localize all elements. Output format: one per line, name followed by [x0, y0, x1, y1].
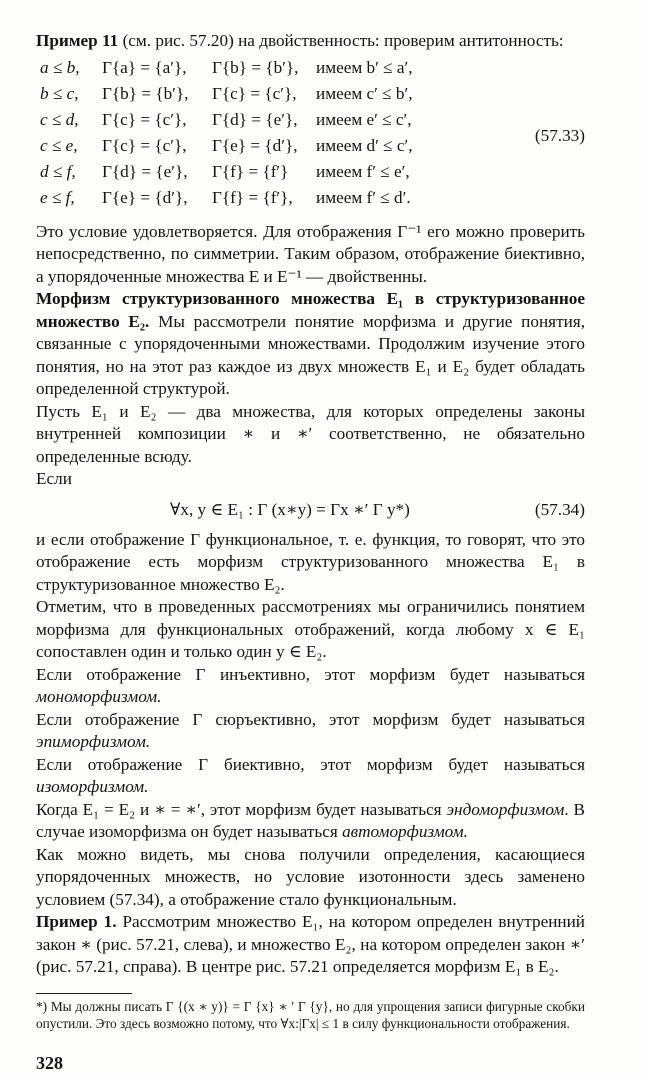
term-isomorphism: изоморфизмом. — [36, 777, 148, 796]
equation-number-57-34: (57.34) — [535, 495, 585, 525]
footnote: *) Мы должны писать Γ {(x ∗ y)} = Γ {x} ∗ ′ Γ {y}, но для упрощения записи фигурные скобки опустили. Это здесь возможно потому, что ∀x:|Γx| ≤ 1 в силу функциональности отображения. — [36, 998, 585, 1032]
paragraph-let: Пусть E₁ и E₂ — два множества, для которых определены законы внутренней композиции ∗ и ∗′ соответственно, не обязательно определенные всюду. — [36, 401, 585, 469]
paragraph-endomorphism: Когда E₁ = E₂ и ∗ = ∗′, этот морфизм будет называться эндоморфизмом. В случае изоморфизма он будет называться автоморфизмом. — [36, 799, 585, 844]
example-11-text: (см. рис. 57.20) на двойственность: проверим антитонность: — [118, 31, 563, 50]
example-11-intro — [36, 30, 585, 53]
paragraph-morphism — [36, 288, 585, 401]
formula-57-33: a ≤ b, Γ{a} = {a′}, Γ{b} = {b′}, имеем b′ ≤ a′, b ≤ c, Γ{b} = {b′}, Γ{c} = {c′}, имеем c′ ≤ b′, c ≤ d, Γ{c} = {c′}, Γ{d} = {e′}, имеем e′ ≤ c′, c ≤ e, Γ{c} = {c′}, Γ{e} = {d′}, имеем d′ ≤ c′, d ≤ f, Γ{d} = {e′}, Γ{f} = {f′} имеем f′ ≤ e′, e ≤ f, Γ{e} = {d′}, Γ{f} = {f′}, имеем f′ ≤ d′. (57.33) — [36, 55, 585, 215]
paragraph-note: Отметим, что в проведенных рассмотрениях мы ограничились понятием морфизма для функциональных отображений, когда любому x ∈ E₁ сопоставлен один и только один y ∈ E₂. — [36, 596, 585, 664]
paragraph-and-if: и если отображение Γ функциональное, т. е. функция, то говорят, что это отображение есть морфизм структуризованного множества E₁ в структуризованное множество E₂. — [36, 529, 585, 597]
page-number: 328 — [36, 1052, 585, 1074]
term-monomorphism: мономорфизмом. — [36, 687, 161, 706]
term-epimorphism: эпиморфизмом. — [36, 732, 150, 751]
formula-57-34 — [36, 495, 585, 525]
term-automorphism: автоморфизмом. — [342, 822, 468, 841]
paragraph-as-can-see: Как можно видеть, мы снова получили определения, касающиеся упорядоченных множеств, но условие изотонности здесь заменено условием (57.34), а отображение стало функциональным. — [36, 844, 585, 912]
paragraph-morphism-text: Мы рассмотрели понятие морфизма и другие понятия, связанные с упорядоченными множествами. Продолжим изучение этого понятия, но на этот раз каждое из двух множеств E₁ и E₂ будет обладать определенной структурой. — [36, 312, 585, 399]
paragraph-bijective: Если отображение Γ биективно, этот морфизм будет называться изоморфизмом. — [36, 754, 585, 799]
paragraph-surjective: Если отображение Γ сюръективно, этот морфизм будет называться эпиморфизмом. — [36, 709, 585, 754]
term-endomorphism: эндоморфизмом — [446, 800, 564, 819]
formula-57-34-text: ∀x, y ∈ E₁ : Γ (x∗y) = Γx ∗′ Γ y*) — [170, 495, 410, 525]
paragraph-condition: Это условие удовлетворяется. Для отображения Γ⁻¹ его можно проверить непосредственно, по симметрии. Таким образом, отображение биективно, а упорядоченные множества E и E⁻¹ — двойственны. — [36, 221, 585, 289]
example-11-label: Пример 11 — [36, 31, 118, 50]
example-1-text: Рассмотрим множество E₁, на котором определен внутренний закон ∗ (рис. 57.21, слева), и множество E₂, на котором определен закон ∗′ (рис. 57.21, справа). В центре рис. 57.21 определяется морфизм E₁ в E₂. — [36, 912, 585, 976]
example-1-label: Пример 1. — [36, 912, 117, 931]
example-1 — [36, 911, 585, 979]
paragraph-injective: Если отображение Γ инъективно, этот морфизм будет называться мономорфизмом. — [36, 664, 585, 709]
paragraph-if: Если — [36, 468, 585, 491]
equation-number-57-33: (57.33) — [535, 125, 585, 148]
section-heading-morphism: Морфизм структуризованного множества E₁ в структуризованное множество E₂. — [36, 289, 585, 331]
footnote-rule — [36, 993, 132, 994]
